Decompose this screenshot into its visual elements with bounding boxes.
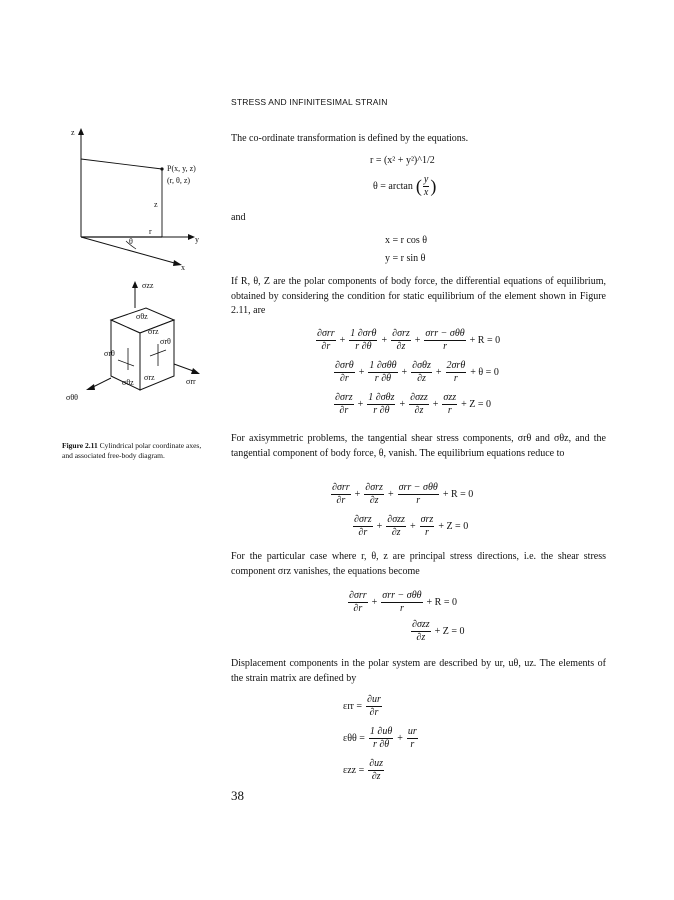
plus-sign: + [357,399,364,410]
principal-paragraph: For the particular case where r, θ, z are principal stress directions, i.e. the shear stress component σrz vanishes, the equations become [231,551,606,577]
eq-p2-term1-den: ∂z [416,632,426,643]
point-polar-label: (r, θ, z) [167,176,191,185]
eq-e2-num1: 1 ∂uθ [369,726,393,737]
srz-bottom-label: σrz [144,373,155,382]
eq-principal-r [347,590,460,615]
eq-e1-den: ∂r [369,707,379,718]
eq-t-term3-num: ∂σθz [412,360,431,371]
eq-a2-term2-den: ∂z [391,527,401,538]
eq-p1-tail: + R = 0 [426,597,457,608]
z-label: z [71,128,75,137]
plus-sign: + [409,521,416,532]
y-label: y [195,235,199,244]
eq-a2-term3-den: r [425,527,429,538]
eq-a2-term2-num: ∂σzz [387,514,405,525]
eq-t-term3-den: ∂z [417,373,426,384]
eq-r-transform: r = (x² + y²)^1/2 [370,155,435,166]
frac-den: x [423,187,429,198]
srr-arrow-icon [191,368,200,374]
stt-arrow-icon [86,384,95,390]
eq-z-term4-num: σzz [443,392,457,403]
axisymmetric-paragraph: For axisymmetric problems, the tangential shear stress components, σrθ and σθz, and the tangential component of body force, θ, vanish. The equilibrium equations reduce to [231,433,606,459]
eq-axisym-z [352,514,471,539]
eq-p1-term1-den: ∂r [353,603,363,614]
eq-a1-tail: + R = 0 [442,489,474,500]
plus-sign: + [387,489,394,500]
eq-r-term1-num: ∂σrr [317,328,335,339]
eq-a1-term3-den: r [416,495,421,506]
srr-label: σrr [186,377,196,386]
z-axis-arrow-icon [78,128,84,135]
eq-t-term2-den: r ∂θ [374,373,392,384]
stz-bottom-label: σθz [122,378,134,387]
plus-sign: + [358,367,365,378]
eq-e2-lhs: εθθ = [343,733,365,744]
eq-e2-den2: r [410,739,415,750]
eq-t-tail: + θ = 0 [470,367,499,378]
theta-label: θ [129,237,133,246]
caption-text: Cylindrical polar coordinate axes, and associated free-body diagram. [62,441,202,460]
eq-r-term2-den: r ∂θ [355,341,372,352]
frac-num: y [423,174,429,185]
plus-sign: + [381,335,388,346]
plus-sign: + [401,367,408,378]
plus-sign: + [432,399,439,410]
eq-z-term4-den: r [447,405,452,416]
figure-caption [62,441,212,461]
eq-z-term3-den: ∂z [414,405,424,416]
eq-r-term2-num: 1 ∂σrθ [350,328,377,339]
eq-a1-term2-den: ∂z [369,495,379,506]
eq-z-term2-den: r ∂θ [373,405,390,416]
eq-r-term1-den: ∂r [321,341,331,352]
eq-a2-term1-den: ∂r [358,527,368,538]
point-p-dot [160,167,163,170]
eq-p2-term1-num: ∂σzz [412,619,430,630]
eq-p1-term2-num: σrr − σθθ [382,590,422,601]
eq-axisym-r [330,482,476,507]
eq-strain-rr [340,694,383,719]
srz-top-label: σrz [148,327,159,336]
eq-e1-num: ∂ur [367,694,381,705]
eq-r-tail: + R = 0 [469,335,501,346]
eq-strain-zz [340,758,385,783]
srt-right-label: σrθ [160,337,171,346]
eq-principal-z [410,619,468,644]
displacement-paragraph: Displacement components in the polar system are described by ur, uθ, uz. The elements of the strain matrix are defined by [231,658,606,684]
eq-a1-term1-num: ∂σrr [332,482,350,493]
page-number: 38 [231,788,244,803]
eq-t-term4-num: 2σrθ [446,360,466,371]
eq-p1-term1-num: ∂σrr [349,590,367,601]
eq-x-inverse: x = r cos θ [385,235,428,246]
caption-label: Figure 2.11 [62,441,98,450]
eq-a1-term3-num: σrr − σθθ [398,482,438,493]
eq-theta-transform: θ = arctan ( $\frac{y}{x}$ ) [373,174,437,198]
r-label: r [149,227,152,236]
eq-z-term3-num: ∂σzz [410,392,428,403]
eq-equilibrium-r [315,328,503,353]
z-height-label: z [154,200,158,209]
eq-e1-lhs: εrr = [343,701,362,712]
eq-y-inverse: y = r sin θ [385,253,426,264]
eq-a1-term2-num: ∂σrz [365,482,383,493]
plus-sign: + [399,399,406,410]
plus-sign: + [376,521,383,532]
eq-e2-den1: r ∂θ [372,739,390,750]
stz-label: σθz [136,312,148,321]
plus-sign: + [414,335,421,346]
eq-t-term1-num: ∂σrθ [335,360,354,371]
eq-strain-tt [340,726,419,751]
eq-e3-den: ∂z [371,771,381,782]
y-axis-arrow-icon [188,234,195,240]
plus-sign: + [435,367,442,378]
srt-left-label: σrθ [104,349,115,358]
plus-sign: + [354,489,361,500]
eq-r-term4-num: σrr − σθθ [425,328,465,339]
eq-z-term1-num: ∂σrz [335,392,353,403]
eq-equilibrium-z [333,392,494,417]
plus-sign: + [397,733,403,744]
eq-r-term4-den: r [443,341,447,352]
eq-e3-lhs: εzz = [343,765,365,776]
eq-e2-num2: ur [407,726,417,737]
top-edge-line [81,159,162,169]
eq-z-term1-den: ∂r [339,405,349,416]
eq-a2-tail: + Z = 0 [438,521,469,532]
eq-z-term2-num: 1 ∂σθz [368,392,395,403]
free-body-diagram [66,278,216,433]
intro-text: The co-ordinate transformation is defined by the equations. [231,133,469,144]
eq-t-term1-den: ∂r [339,373,349,384]
szz-arrow-icon [132,281,138,288]
body-force-paragraph: If R, θ, Z are the polar components of body force, the differential equations of equilibrium, obtained by considering the condition for static equilibrium of the element shown in Figure 2.11, are [231,276,606,316]
polar-axes-diagram [66,124,216,274]
plus-sign: + [371,597,378,608]
eq-a2-term3-num: σrz [420,514,434,525]
theta-lhs: θ = arctan [373,181,413,192]
eq-p2-tail: + Z = 0 [434,626,465,637]
eq-r-term3-den: ∂z [396,341,406,352]
eq-z-tail: + Z = 0 [461,399,492,410]
and-word: and [231,212,246,223]
running-header: STRESS AND INFINITESIMAL STRAIN [231,97,388,107]
szz-label: σzz [142,281,154,290]
eq-a2-term1-num: ∂σrz [354,514,372,525]
eq-t-term2-num: 1 ∂σθθ [369,360,397,371]
eq-r-term3-num: ∂σrz [392,328,410,339]
point-label: P(x, y, z) [167,164,196,173]
eq-e3-num: ∂uz [369,758,384,769]
eq-a1-term1-den: ∂r [336,495,346,506]
eq-p1-term2-den: r [399,603,404,614]
x-label: x [181,263,185,272]
stt-label: σθθ [66,393,78,402]
plus-sign: + [339,335,346,346]
eq-equilibrium-theta [333,360,502,385]
eq-t-term4-den: r [453,373,458,384]
